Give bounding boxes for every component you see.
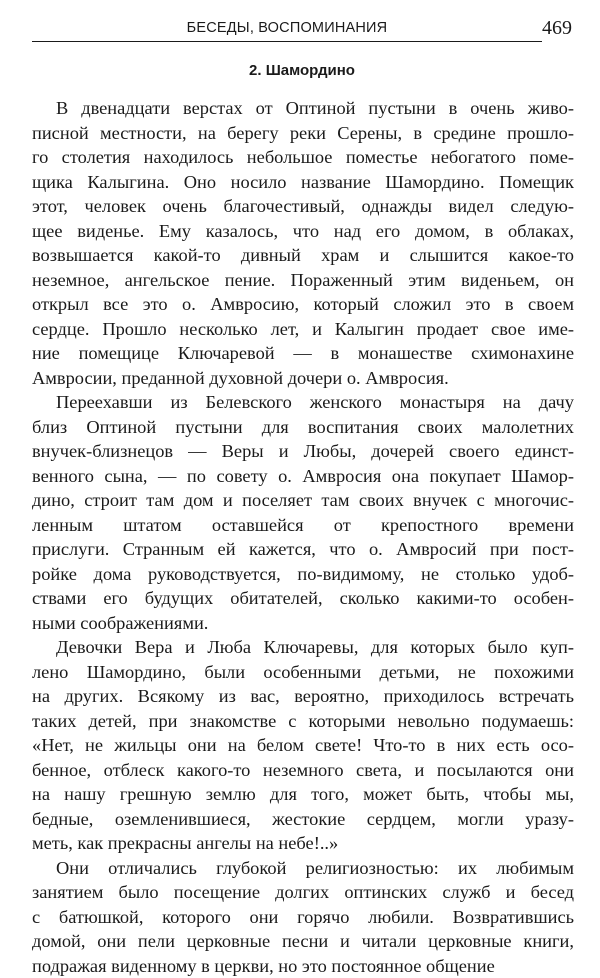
text-line: близ Оптиной пустыни для воспитания своих малолетних [32,415,574,440]
body-text [32,96,574,978]
text-line: лено Шамордино, были особенными детьми, не похожими [32,660,574,685]
text-line: Они отличались глубокой религиозностью: их любимым [32,856,574,881]
text-line: ными соображениями. [32,611,574,636]
paragraph [32,96,574,390]
text-line: щика Калыгина. Оно носило название Шамордино. Помещик [32,170,574,195]
text-line: писной местности, на берегу реки Серены, в средине прошло- [32,121,574,146]
text-line: подражая виденному в церкви, но это постоянное общение [32,954,574,978]
text-line: возвышается какой-то дивный храм и слышится какое-то [32,243,574,268]
text-line: открыл все это о. Амвросию, который сложил это в своем [32,292,574,317]
paragraph [32,856,574,978]
text-line: «Нет, не жильцы они на белом свете! Что-то в них есть осо- [32,733,574,758]
text-line: прислуги. Странным ей кажется, что о. Амвросий при пост- [32,537,574,562]
text-line: го столетия находилось небольшое поместье небогатого поме- [32,145,574,170]
text-line: на других. Всякому из вас, вероятно, приходилось встречать [32,684,574,709]
header-rule [32,41,542,42]
text-line: ройке дома руководствуется, по-видимому, не столько удоб- [32,562,574,587]
text-line: бенное, отблеск какого-то неземного света, и посылаются они [32,758,574,783]
text-line: дино, строит там дом и поселяет там своих внучек с многочис- [32,488,574,513]
text-line: В двенадцати верстах от Оптиной пустыни в очень живо- [32,96,574,121]
text-line: Переехавши из Белевского женского монастыря на дачу [32,390,574,415]
text-line: бедные, оземленившиеся, жестокие сердцем, могли уразу- [32,807,574,832]
text-line: ствами его будущих обитателей, сколько какими-то особен- [32,586,574,611]
section-title: 2. Шамордино [32,62,572,79]
text-line: Амвросии, преданной духовной дочери о. Амвросия. [32,366,574,391]
text-line: занятием было посещение долгих оптинских служб и бесед [32,880,574,905]
text-line: ние помещице Ключаревой — в монашестве схимонахине [32,341,574,366]
text-line: венного сына, — по совету о. Амвросия она покупает Шамор- [32,464,574,489]
text-line: на нашу грешную землю для того, может быть, чтобы мы, [32,782,574,807]
running-head [32,14,572,44]
paragraph [32,635,574,856]
text-line: щее виденье. Ему казалось, что над его домом, в облаках, [32,219,574,244]
text-line: внучек-близнецов — Веры и Любы, дочерей своего единст- [32,439,574,464]
text-line: Девочки Вера и Люба Ключаревы, для которых было куп- [32,635,574,660]
text-line: домой, они пели церковные песни и читали церковные книги, [32,929,574,954]
text-line: этот, человек очень благочестивый, однажды видел следую- [32,194,574,219]
text-line: неземное, ангельское пение. Пораженный этим виденьем, он [32,268,574,293]
text-line: сердце. Прошло несколько лет, и Калыгин продает свое име- [32,317,574,342]
text-line: ленным штатом оставшейся от крепостного времени [32,513,574,538]
text-line: меть, как прекрасны ангелы на небе!..» [32,831,574,856]
text-line: с батюшкой, которого они горячо любили. Возвратившись [32,905,574,930]
paragraph [32,390,574,635]
page-number: 469 [542,17,572,40]
running-title: БЕСЕДЫ, ВОСПОМИНАНИЯ [32,20,542,36]
text-line: таких детей, при знакомстве с которыми невольно подумаешь: [32,709,574,734]
